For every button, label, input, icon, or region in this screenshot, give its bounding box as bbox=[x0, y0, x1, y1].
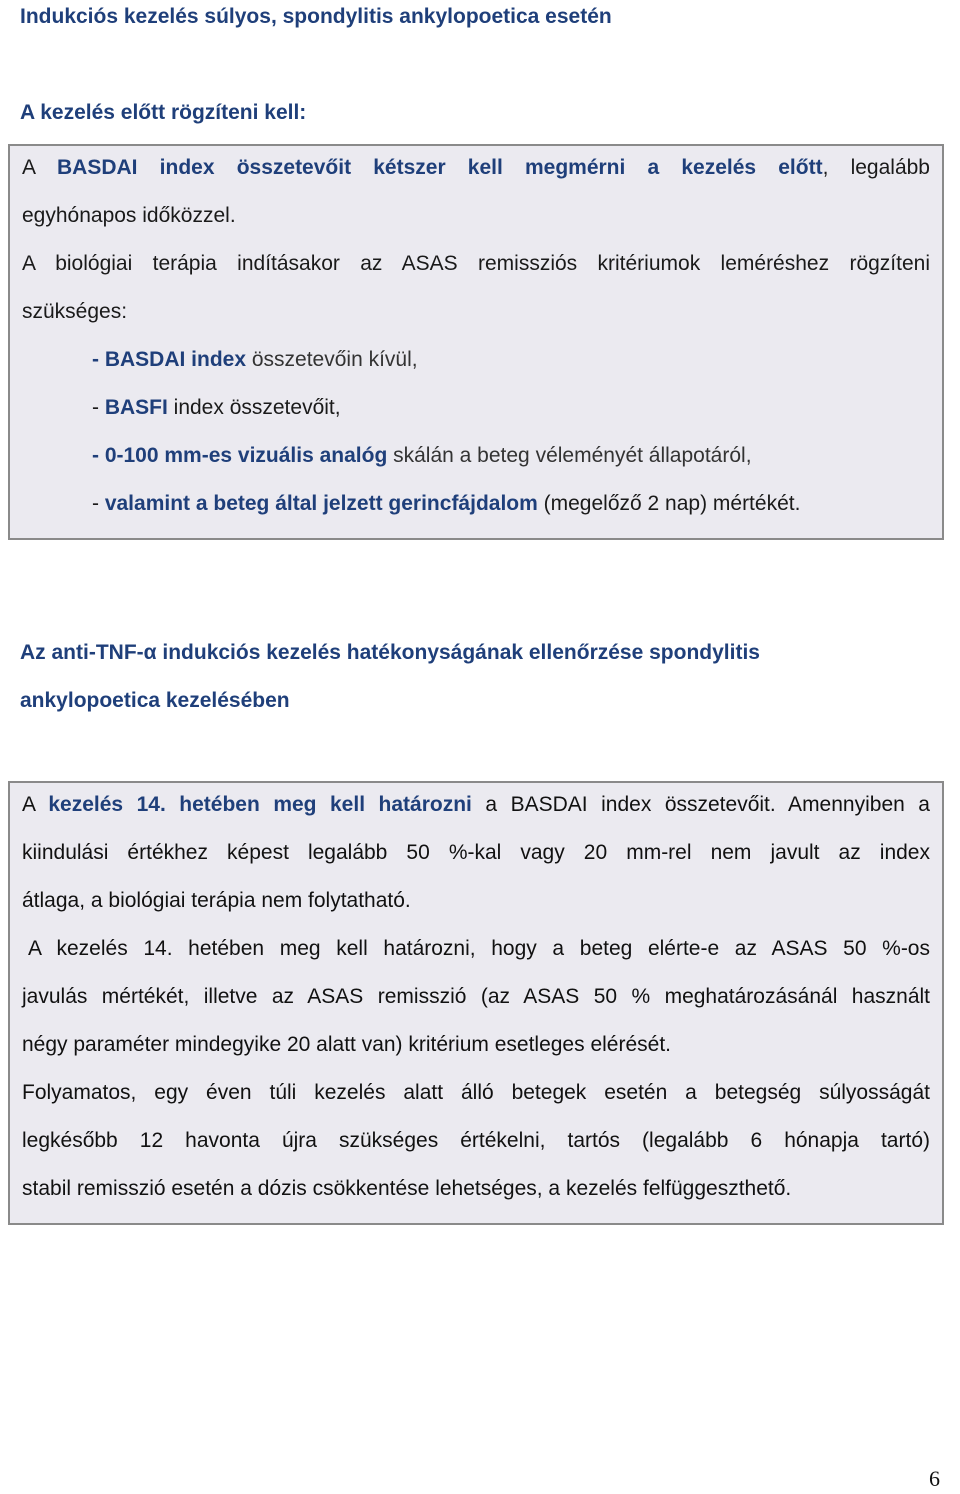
section-heading-efficacy-line-2: ankylopoetica kezelésében bbox=[20, 689, 290, 712]
paragraph-continuous-line-1: Folyamatos, egy éven túli kezelés alatt álló betegek esetén a betegség súlyosságát bbox=[22, 1081, 930, 1104]
page-number: 6 bbox=[929, 1466, 940, 1491]
list-item-basdai: - BASDAI index összetevőin kívül, bbox=[92, 348, 418, 371]
paragraph-continuous-line-3: stabil remisszió esetén a dózis csökkentése lehetséges, a kezelés felfüggeszthető. bbox=[22, 1177, 792, 1200]
paragraph-week14-line-2: kiindulási értékhez képest legalább 50 %-kal vagy 20 mm-rel nem javult az index bbox=[22, 841, 930, 864]
paragraph-asas-line-1: A biológiai terápia indításakor az ASAS remissziós kritériumok leméréshez rögzíteni bbox=[22, 252, 930, 275]
list-item-basfi: - BASFI index összetevőit, bbox=[92, 396, 341, 419]
bold-phrase: kezelés 14. hetében meg kell határozni bbox=[48, 793, 472, 816]
paragraph-asas50-line-2: javulás mértékét, illetve az ASAS remisszió (az ASAS 50 % meghatározásánál használt bbox=[22, 985, 930, 1008]
paragraph-asas-line-2: szükséges: bbox=[22, 300, 128, 323]
paragraph-week14-line-1: A kezelés 14. hetében meg kell határozni a BASDAI index összetevőit. Amennyiben a bbox=[22, 793, 930, 816]
section-heading-before-treatment: A kezelés előtt rögzíteni kell: bbox=[20, 101, 307, 124]
page-title: Indukciós kezelés súlyos, spondylitis ankylopoetica esetén bbox=[20, 5, 612, 28]
paragraph-asas50-line-3: négy paraméter mindegyike 20 alatt van) kritérium esetleges elérését. bbox=[22, 1033, 671, 1056]
info-box-before-treatment bbox=[8, 144, 944, 540]
bold-phrase: BASDAI index összetevőit kétszer kell megmérni a kezelés előtt bbox=[57, 156, 823, 179]
list-item-pain: - valamint a beteg által jelzett gerincfájdalom (megelőző 2 nap) mértékét. bbox=[92, 492, 801, 515]
paragraph-week14-line-3: átlaga, a biológiai terápia nem folytatható. bbox=[22, 889, 411, 912]
paragraph-continuous-line-2: legkésőbb 12 havonta újra szükséges értékelni, tartós (legalább 6 hónapja tartó) bbox=[22, 1129, 930, 1152]
paragraph-basdai-line-1: A BASDAI index összetevőit kétszer kell megmérni a kezelés előtt, legalább bbox=[22, 156, 930, 179]
list-item-vas: - 0-100 mm-es vizuális analóg skálán a beteg véleményét állapotáról, bbox=[92, 444, 752, 467]
paragraph-asas50-line-1: A kezelés 14. hetében meg kell határozni, hogy a beteg elérte-e az ASAS 50 %-os bbox=[28, 937, 930, 960]
info-box-efficacy bbox=[8, 781, 944, 1225]
section-heading-efficacy-line-1: Az anti-TNF-α indukciós kezelés hatékonyságának ellenőrzése spondylitis bbox=[20, 641, 760, 664]
paragraph-basdai-line-2: egyhónapos időközzel. bbox=[22, 204, 236, 227]
